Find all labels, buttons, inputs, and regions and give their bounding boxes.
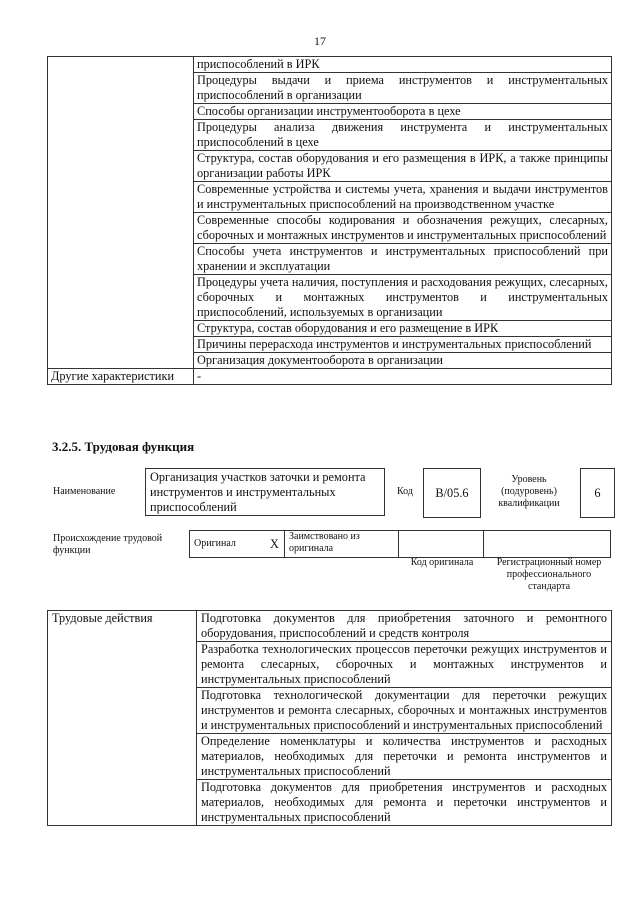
origin-table [189,530,611,558]
table-cell: Структура, состав оборудования и его размещение в ИРК [194,321,612,337]
table-cell: Процедуры анализа движения инструмента и инструментальных приспособлений в цехе [194,120,612,151]
level-box: 6 [580,468,615,518]
table-cell: Организация документооборота в организации [194,353,612,369]
other-characteristics-label: Другие характеристики [48,369,194,385]
reg-number-caption: Регистрационный номер профессионального стандарта [496,557,602,592]
table-cell: Разработка технологических процессов переточки режущих инструментов и ремонта слесарных, сборочных и монтажных инструментов и инструментальных приспособлений [197,642,612,688]
table-cell: Процедуры учета наличия, поступления и расходования режущих, слесарных, сборочных и монтажных инструментов и инструментальных приспособлений, используемых в организации [194,275,612,321]
section-heading: 3.2.5. Трудовая функция [52,439,195,454]
level-label: Уровень (подуровень) квалификации [498,474,560,509]
labor-actions-label: Трудовые действия [48,611,197,826]
code-label: Код [397,486,413,497]
table-cell: Структура, состав оборудования и его размещения в ИРК, а также принципы организации работы ИРК [194,151,612,182]
table-cell: Способы организации инструментооборота в цехе [194,104,612,120]
name-label: Наименование [53,486,116,497]
table-label-cell-empty [48,57,194,369]
labor-actions-table [47,610,612,826]
table-cell: Определение номенклатуры и количества инструментов и расходных материалов, необходимых для переточки и ремонта инструментов и инструментальных приспособлений [197,734,612,780]
code-original-cell [399,531,484,558]
original-mark: X [266,531,285,558]
table-row [48,57,612,73]
borrowed-label: Заимствовано из оригинала [285,531,399,558]
table-cell: Подготовка документов для приобретения инструментов и расходных материалов, необходимых для ремонта и переточки инструментов и инструментальных приспособлений [197,780,612,826]
reg-number-cell [484,531,611,558]
table-cell: Способы учета инструментов и инструментальных приспособлений при хранении и эксплуатации [194,244,612,275]
code-box: B/05.6 [423,468,481,518]
table-cell: Современные устройства и системы учета, хранения и выдачи инструментов и инструментальных приспособлений на производственном участке [194,182,612,213]
origin-label: Происхождение трудовой функции [53,533,163,556]
other-characteristics-value: - [194,369,612,385]
table-cell: Причины перерасхода инструментов и инструментальных приспособлений [194,337,612,353]
table-cell: Подготовка документов для приобретения заточного и ремонтного оборудования, приспособлений и средств контроля [197,611,612,642]
code-original-caption: Код оригинала [410,557,474,568]
table-cell: Современные способы кодирования и обозначения режущих, слесарных, сборочных и монтажных инструментов и инструментальных приспособлений [194,213,612,244]
original-label: Оригинал [190,531,267,558]
table-row [48,369,612,385]
knowledge-table [47,56,612,385]
table-cell: Подготовка технологической документации для переточки режущих инструментов и ремонта слесарных, сборочных и монтажных инструментов и инструментальных приспособлений и инструментальных приспособлений [197,688,612,734]
page-number: 17 [314,34,326,48]
table-cell: Процедуры выдачи и приема инструментов и инструментальных приспособлений в организации [194,73,612,104]
function-name-box: Организация участков заточки и ремонта инструментов и инструментальных приспособлений [145,468,385,516]
table-cell: приспособлений в ИРК [194,57,612,73]
table-row [48,611,612,642]
